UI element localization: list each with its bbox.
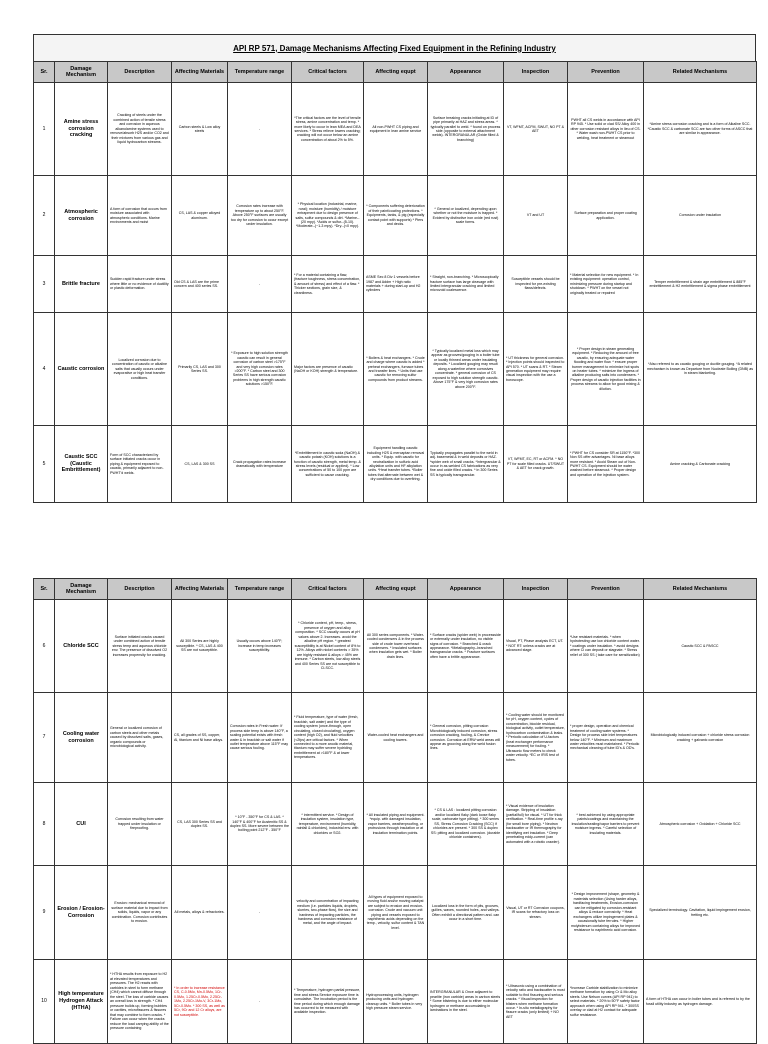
sr-cell: 9	[34, 866, 55, 960]
header-sr: Sr.	[34, 62, 55, 83]
mechanism-cell: High temperature Hydrogen Attack (HTHA)	[55, 960, 108, 1044]
inspection-cell: Visual, PT, Phase analysis ECT, UT. * NOT RT: unless cracks are at advanced stage.	[504, 600, 568, 693]
prevention-cell: * best achieved by using appropriate paints/coatings and maintaining the insulation/sealing/vapor barriers to prevent moisture ingress. * Careful selection of insulating materials.	[568, 783, 644, 866]
critical-cell: velocity and concentration of impacting medium (i.e. particles liquids, droplets, slurries, two-phase flow), the size and hardness of impacting particles, the hardness and corrosion resistance of metal, and the angle of impact.	[292, 866, 364, 960]
mechanism-cell: Amine stress corrosion cracking	[55, 83, 108, 176]
materials-cell: CS, all grades of SS, copper, Al, titanium and Ni base alloys.	[172, 693, 228, 783]
header-row	[34, 62, 757, 83]
equipment-cell: * Boilers & heat exchangers. * Crude and charge where caustic is added * preheat exchangers, furnace tubes and transfer lines. * Units that use caustic for removing sulfur compounds from product streams.	[364, 313, 428, 426]
header-damage-mechanism: Damage Mechanism	[55, 62, 108, 83]
materials-cell: Primarily CS, LAS and 300 Series SS.	[172, 313, 228, 426]
appearance-cell: Typically propagates parallel to the weld in adj. basemetal & in weld deposits or HAZ. *spider web of small cracks. *Intergranular & occur in as-welded CS fabrications as very fine and oxide filled cracks. * in 300 Series SS is typically transgranular.	[428, 426, 504, 503]
damage-mechanism-sheet-2	[33, 578, 756, 1044]
header-temperature-range: Temperature range	[228, 579, 292, 600]
appearance-cell: INTERGRANULAR & Once adjacent to pearlite (iron carbide) areas in carbon steels * Some blistering is due to either molecular hydrogen or methane accumulating in laminations in the steel.	[428, 960, 504, 1044]
mechanism-cell: Brittle fracture	[55, 256, 108, 313]
sr-cell: 10	[34, 960, 55, 1044]
critical-cell: * For a material containing a flaw, (fracture toughness, stress concentration, & amount of stress) and effect of a flaw. * Thicker sections, grain size, & cleanliness.	[292, 256, 364, 313]
table-row	[34, 426, 757, 503]
header-description: Description	[108, 62, 172, 83]
mechanism-cell: Caustic corrosion	[55, 313, 108, 426]
sr-cell: 4	[34, 313, 55, 426]
header-prevention: Prevention	[568, 62, 644, 83]
prevention-cell: PWHT all CS welds in accordance with API RP 945. * Use solid or clad SS/ Alloy 400 in other corrosion resistant alloys in lieu of CS. * Water wash non-PWHT CS prior to welding, heat treatment or steamout	[568, 83, 644, 176]
related-cell: Corrosion under insulation	[644, 176, 757, 256]
materials-cell: CS, LAS & copper alloyed aluminum.	[172, 176, 228, 256]
related-cell: Amine cracking & Carbonate cracking	[644, 426, 757, 503]
sr-cell: 6	[34, 600, 55, 693]
table-row	[34, 866, 757, 960]
prevention-cell: * Material selection for new equipment. * In existing equipment: operation control, minimizing pressure during startup and shutdown. * PWHT on the vessel not originally treated or repaired	[568, 256, 644, 313]
header-inspection: Inspection	[504, 579, 568, 600]
inspection-cell: VT, WFMT, EC, RT or ACFM. * NO PT for scale filled cracks. UT/SWUT & AET for crack growth.	[504, 426, 568, 503]
description-cell: Localized corrosion due to concentration of caustic or alkaline salts that usually occurs under evaporative or high heat transfer conditions.	[108, 313, 172, 426]
materials-cell: CS, LAS 300 Series SS and duplex SS.	[172, 783, 228, 866]
mechanism-cell: Erosion / Erosion-Corrosion	[55, 866, 108, 960]
prevention-cell: * Design improvement (shape, geometry & materials selection (Using harder alloys, hardfacing treatments, Erosion-corrosion can be mitigated by corrosion-resistant alloys & reduce corrosivity. * Heat exchangers utilize impingement plates & occasionally tube ferrules. * Higher molybdenum containing alloys for improved resistance to naphthenic acid corrosion.	[568, 866, 644, 960]
related-cell: Specialized terminology. Cavitation, liquid impingement erosion, fretting etc.	[644, 866, 757, 960]
equipment-cell: * All insulated piping and equipment. *equip. with damaged insulation, vapor barriers, weatherproofing, or protrusions through insulation or at insulation termination points.	[364, 783, 428, 866]
equipment-cell: All 300 series components. * Water-cooled condensers & in the process side of crude tower overhead condensers. * Insulated surfaces when insulation gets wet. * Boiler drain lines.	[364, 600, 428, 693]
critical-cell: Major factors are presence of caustic (NaOH or KOH) strength & temperature.	[292, 313, 364, 426]
appearance-cell: * Typically localized metal loss which may appear as grooves/gouging in a boiler tube or locally thinned areas under insulating deposits. * Localized gouging may result along a waterline where corrosives concentrate. * general corrosion of CS exposed to high solution strength caustic. Above 175°F & very high corrosion rates above 200°F.	[428, 313, 504, 426]
temperature-cell: * Exposure to high solution strength caustic can result in general corrosion of carbon steel >175°F and very high corrosion rates >200°F. * Carbon steel and 300 Series SS have serious corrosion problems in high strength caustic solutions >150°F.	[228, 313, 292, 426]
related-cell: Microbiologically induced corrosion + chloride stress corrosion cracking + galvanic corrosion	[644, 693, 757, 783]
appearance-cell: * Surface cracks (spider web) in processside or externally under insulation, no visible signs of corrosion. * Branched & crack appearance. *Metallography--branched transgranular cracks. * Fracture surfaces often have a brittle appearance.	[428, 600, 504, 693]
header-affecting-materials: Affecting Materials	[172, 62, 228, 83]
related-cell: *Also referred to as caustic gouging or ductile gouging. *A related mechanism is known as Departure from Nucleate Boiling (DNB) as in steam blanketing.	[644, 313, 757, 426]
inspection-cell: * Cooling water should be monitored for pH, oxygen content, cycles of concentration, biocide residual, biological activity, outlet temperature, hydrocarbon contamination & leaks. * Periodic calculation of U-factors (heat exchanger performance measurement) for fouling. * Ultrasonic flow meters to check water velocity. *EC or IRIS test of tubes.	[504, 693, 568, 783]
table-row	[34, 83, 757, 176]
title-bar	[33, 34, 756, 61]
materials-cell: All 300 Series are highly susceptible. * CS, LAS & 400 SS are not susceptible.	[172, 600, 228, 693]
description-cell: Form of SCC characterized by surface initiated cracks occur in piping & equipment exposed to caustic, primarily adjacent to non-PWHT'd welds.	[108, 426, 172, 503]
appearance-cell: Localized loss in the form of pits, grooves, gullies, waves, rounded holes, and valleys. Often exhibit a directional pattern and. can occur in a short time.	[428, 866, 504, 960]
temperature-cell: Usually occurs above 140°F; increase in temp increases susceptibility.	[228, 600, 292, 693]
temperature-cell: Crack propagation rates increase dramatically with temperature	[228, 426, 292, 503]
header-damage-mechanism: Damage Mechanism	[55, 579, 108, 600]
mechanism-cell: Atmospheric corrosion	[55, 176, 108, 256]
header-related-mechanisms: Related Mechanisms	[644, 579, 757, 600]
inspection-cell: VT and UT	[504, 176, 568, 256]
mechanism-cell: CUI	[55, 783, 108, 866]
description-cell: General or localized corrosion of carbon steels and other metals caused by dissolved salts, gases, organic compounds or microbiological activity.	[108, 693, 172, 783]
description-cell: Sudden rapid fracture under stress where little or no evidence of ductility or plastic deformation.	[108, 256, 172, 313]
appearance-cell: * General or localized, depending upon whether or not the moisture is trapped. * Evident by distinctive iron oxide (red rust) scale forms.	[428, 176, 504, 256]
header-affecting-materials: Affecting Materials	[172, 579, 228, 600]
critical-cell: *Embrittlement in caustic soda (NaOH) & caustic potash (KOH) solutions is a function of caustic strength, metal temp. & stress levels (residual or applied). * Low concentrations of 50 to 100 ppm are sufficient to cause cracking.	[292, 426, 364, 503]
prevention-cell: *Use resistant materials. * when hydrotesting use low chloride content water. * coatings under insulation. * avoid designs where Cl can deposit or stagnate. * Stress relief of 300 SS ( take care for sensitization)	[568, 600, 644, 693]
related-cell: Temper embrittlement & strain age embrittlement & 885°F embrittlement & H2 embrittlement & sigma phase embrittlement	[644, 256, 757, 313]
header-prevention: Prevention	[568, 579, 644, 600]
inspection-cell: * Ultrasonic using a combination of velocity ratio and backscatter is most suitable to find fissuring and serious cracks. * Visual inspection for blisters when methane formation occur. * In-situ metallography for fissure cracks (only limited) + NO AET	[504, 960, 568, 1044]
damage-mechanism-table	[33, 578, 757, 1044]
prevention-cell: * Proper design in steam generating equipment. * Reducing the amount of free caustic, by ensuring adequate water flooding and water flow. * ensure proper burner management to minimize hot spots on heater tubes. * minimize the ingress of alkaline producing salts into condensers. * Proper design of caustic injection facilities in process streams to allow for good mixing & dilution.	[568, 313, 644, 426]
equipment-cell: Water-cooled heat exchangers and cooling towers.	[364, 693, 428, 783]
materials-cell: * In order to increase resistance CS, C-0.5Mo, Mn-0.5Mo, 1Cr-0.5Mo, 1.25Cr-0.5Mo, 2.25Cr-1Mo, 2.25Cr-1Mo-V, 3Cr-1Mo, 5Cr-0.5Mo. * 300 SS, as well as 5Cr, 9Cr and 12 Cr alloys, are not susceptible.	[172, 960, 228, 1044]
description-cell: A form of corrosion that occurs from moisture associated with atmospheric conditions. Marine environments and moist	[108, 176, 172, 256]
sr-cell: 5	[34, 426, 55, 503]
critical-cell: * Chloride content, pH, temp., stress, presence of oxygen and alloy composition. * SCC usually occurs at pH values above 2. Increases. avoid the alkaline pH region. * greatest susceptibility is at Nickel content of 8% to 12%. Alloys with nickel contents > 35% are highly resistant & alloys > 45% are immune. * Carbon steels, low alloy steels and 400 Series SS are not susceptible to Cl-SCC.	[292, 600, 364, 693]
sr-cell: 8	[34, 783, 55, 866]
sr-cell: 7	[34, 693, 55, 783]
table-row	[34, 600, 757, 693]
critical-cell: * Physical location (industrial, marine, rural); moisture (humidity) / moisture entrapment due to design presence of salts, sulfur compounds & dirt. *Marine--(20 mpy). *Acids or sulfur--(5-10). *Moderate--(~1-3 mpy). *Dry--(<0 mpy).	[292, 176, 364, 256]
table-row	[34, 960, 757, 1044]
related-cell: A form of HTHA can occur in boiler tubes and is referred to by the fossil utility industry as hydrogen damage.	[644, 960, 757, 1044]
mechanism-cell: Caustic SCC (Caustic Embrittlement)	[55, 426, 108, 503]
sr-cell: 2	[34, 176, 55, 256]
header-affecting-equipment: Affecting equpt	[364, 579, 428, 600]
critical-cell: * Fluid temperature, type of water (fresh, brackish, salt water) and the type of cooling system (once-through, open circulating, closed circulating), oxygen content (high O2), and fluid velocities (<2fps) are critical factors. * When connected to a more anodic material, titanium may suffer severe hydriding embrittlement at >180°F & at lower temperatures.	[292, 693, 364, 783]
description-cell: Surface initiated cracks caused under combined action of tensile stress temp and aqueous chloride env. The presence of dissolved O2 increases propensity for cracking.	[108, 600, 172, 693]
temperature-cell: -	[228, 960, 292, 1044]
sr-cell: 3	[34, 256, 55, 313]
table-row	[34, 313, 757, 426]
description-cell: Erosion: mechanical removal of surface material due to impact from solids, liquids, vapor or any combination. Corrosion contributes to erosion.	[108, 866, 172, 960]
description-cell: Corrosion resulting from water trapped under insulation or fireproofing.	[108, 783, 172, 866]
appearance-cell: Surface breaking cracks initiating at ID of pipe primarily at HAZ and stress areas. * typically parallel to weld. * found on process side (opposite to external attachment welds). INTERGRANULAR (Oxide filled & branching)	[428, 83, 504, 176]
header-temperature-range: Temperature range	[228, 62, 292, 83]
table-row	[34, 693, 757, 783]
appearance-cell: * CS & LAS : localized pitting corrosion and/or localized flaky (dark loose flaky scale, carbonate type pitting). * 300 series SS, Stress Corrosion Cracking (SCC) if chlorides are present. * 300 SS & duplex SS: pitting and localized corrosion. (durable chloride containers).	[428, 783, 504, 866]
related-cell: Caustic SCC & PASCC	[644, 600, 757, 693]
description-cell: * HTHA results from exposure to H2 at elevated temperatures and pressures. The H2 reacts with carbides in steel to form methane (CH4) which cannot diffuse through the steel. The loss of carbide causes an overall loss in strength. * CH4 pressure builds up, forming bubbles or cavities, microfissures & fissures that may combine to form cracks. * Failure can occur when the cracks reduce the load carrying ability of the pressure containing	[108, 960, 172, 1044]
table-row	[34, 783, 757, 866]
inspection-cell: * UT thickness for general corrosion. * Injection points should inspected to API 570. * UT scans & RT. * Steam generation equipment may require visual inspection with the use a boroscope.	[504, 313, 568, 426]
inspection-cell: VT, WFMT, ACFM, SWUT, NO PT & AET	[504, 83, 568, 176]
materials-cell: All metals, alloys & refractories.	[172, 866, 228, 960]
related-cell: *Amine stress corrosion cracking and is a form of Alkaline SCC. *Caustic SCC & carbonate SCC are two other forms of ASCC that are similar in appearance.	[644, 83, 757, 176]
equipment-cell: Hydroprocessing units, hydrogen producing units and hydrogen cleanup units. * Boiler tubes in very high pressure steam service.	[364, 960, 428, 1044]
equipment-cell: ASME Sec 8 Div 1 vessels before 1987 and Addm + High ratio materials + during start-up and H2 cylinders	[364, 256, 428, 313]
mechanism-cell: Cooling water corrosion	[55, 693, 108, 783]
prevention-cell: * PWHT for CS consider SR at 1150°F. *300 Non SS offer advantages. Ni base alloys more resistant. * Avoid Steam out of Non-PWHT CS. Equipment should be water washed before steamout. * Proper design and operation of the injection system.	[568, 426, 644, 503]
critical-cell: * Temperature, hydrogen partial pressure, time and stress.Service exposure time is cumulative. The incubation period is the time period during which enough damage has occurred to be measured with available inspection.	[292, 960, 364, 1044]
prevention-cell: Surface preparation and proper coating application.	[568, 176, 644, 256]
temperature-cell: -	[228, 83, 292, 176]
equipment-cell: * Components suffering deterioration of their paint/coating protections. * Equipments, tanks, & pig (especially contact point with supports) * Piers and decks.	[364, 176, 428, 256]
prevention-cell: * proper design, operation and chemical treatment of cooling water systems. * Design for process side inlet temperatures below 140°F. * Minimum and maximum water velocities must maintained. * Periodic mechanical cleaning of tube ID's & OD's.	[568, 693, 644, 783]
inspection-cell: * Visual evidence of insulation damage. Stripping of insulation (partial/full) for visual. * UT for thick verification. * Real-time profile x-ray (for small bore piping). * Neutron backscatter or IR thermography for identifying wet insulation. * Deep penetrating eddy-current (can automated with a robotic crawler).	[504, 783, 568, 866]
header-affecting-equipment: Affecting equpt	[364, 62, 428, 83]
damage-mechanism-sheet-1	[33, 34, 756, 503]
header-appearance: Appearance	[428, 579, 504, 600]
critical-cell: * intermittent service. * Design of insulation system, insulation type, temperature, environment (humidity, rainfall & chlorides), industrial env. with chlorides or SO2.	[292, 783, 364, 866]
equipment-cell: All types of equipment exposed to moving fluid and/or moving catalyst are subject to erosion and erosion-corrosion. Crude and vacuum unit piping and vessels exposed to naphthenic acids depending on the temp., velocity, sulfur content & TAN level.	[364, 866, 428, 960]
header-row	[34, 579, 757, 600]
temperature-cell: Corrosion rates increase with temperature up to about 250°F. Above 250°F surfaces are usually too dry for corrosion to occur except under insulation.	[228, 176, 292, 256]
header-related-mechanisms: Related Mechanisms	[644, 62, 757, 83]
header-sr: Sr.	[34, 579, 55, 600]
prevention-cell: *Increase Carbide stabilization to minimize methane formation by using Cr & Mo alloy steels. Use Nelson curves (API RP 941) to select materials. * 20% to 50°F safety factor approach when using API RP 941. * 300SS overlay or clad at H2 contact for adequate sulfur resistance.	[568, 960, 644, 1044]
equipment-cell: Equipment handling caustic including H2S & mercaptan removal units. * Equip. with caustic for neutralization in sulfuric acid alkylation units and HF alkylation units. *Heat transfer tubes. *Boiler tubes that alternate between wet & dry conditions due to overfiring.	[364, 426, 428, 503]
materials-cell: Carbon steels & Low alloy steels	[172, 83, 228, 176]
header-inspection: Inspection	[504, 62, 568, 83]
page-title: API RP 571, Damage Mechanisms Affecting Fixed Equipment in the Refining Industry	[233, 43, 556, 53]
temperature-cell: -	[228, 866, 292, 960]
related-cell: Atmospheric corrosion + Oxidation + Chloride SCC	[644, 783, 757, 866]
equipment-cell: All non-PWHT CS piping and equipment in lean amine service	[364, 83, 428, 176]
materials-cell: CS, LAS & 300 SS	[172, 426, 228, 503]
header-description: Description	[108, 579, 172, 600]
sr-cell: 1	[34, 83, 55, 176]
critical-cell: *The critical factors are the level of tensile stress, amine concentration and temp. * more likely to occur in lean MEA and DEA services. * Stress relieve lowers cracking; cracking will not occur below an amine concentration of about 2% to 5%.	[292, 83, 364, 176]
inspection-cell: Visual, UT or RT Corrosion coupons, IR scans for refractory loss on stream.	[504, 866, 568, 960]
inspection-cell: Susceptible vessels should be inspected for pre-existing flaws/defects.	[504, 256, 568, 313]
mechanism-cell: Chloride SCC	[55, 600, 108, 693]
temperature-cell: * 10°F - 350°F for CS & LAS. * 140°F & 400°F for Austenitic SS & duplex SS. More severe between the boiling point 212°F - 350°F	[228, 783, 292, 866]
header-critical-factors: Critical factors	[292, 579, 364, 600]
materials-cell: Old CS & LAS are the prime concern and 400 series SS.	[172, 256, 228, 313]
header-appearance: Appearance	[428, 62, 504, 83]
description-cell: Cracking of steels under the combined action of tensile stress and corrosion in aqueous alkanolamine systems used to remove/absorb H2S and/or CO2 and their mixtures from various gas and liquid hydrocarbon streams.	[108, 83, 172, 176]
table-row	[34, 256, 757, 313]
temperature-cell: Corrosion rates in Fresh water: If process side temp is above 140°F, a scaling potential exists with fresh water & in brackish or salt water if outlet temperature above 115°F may cause serious fouling.	[228, 693, 292, 783]
appearance-cell: * General corrosion, pitting corrosion Microbiologically induced corrosion, stress corrosion cracking, fouling, & Crevice corrosion. Corrosion at ERW weld areas will appear as grooving along the weld fusion lines.	[428, 693, 504, 783]
appearance-cell: * Straight, non-branching. * Microscopically fracture surface has large cleavage with limited intergranular cracking and limited microvoid coalescence.	[428, 256, 504, 313]
damage-mechanism-table	[33, 61, 757, 503]
header-critical-factors: Critical factors	[292, 62, 364, 83]
table-row	[34, 176, 757, 256]
temperature-cell: -	[228, 256, 292, 313]
